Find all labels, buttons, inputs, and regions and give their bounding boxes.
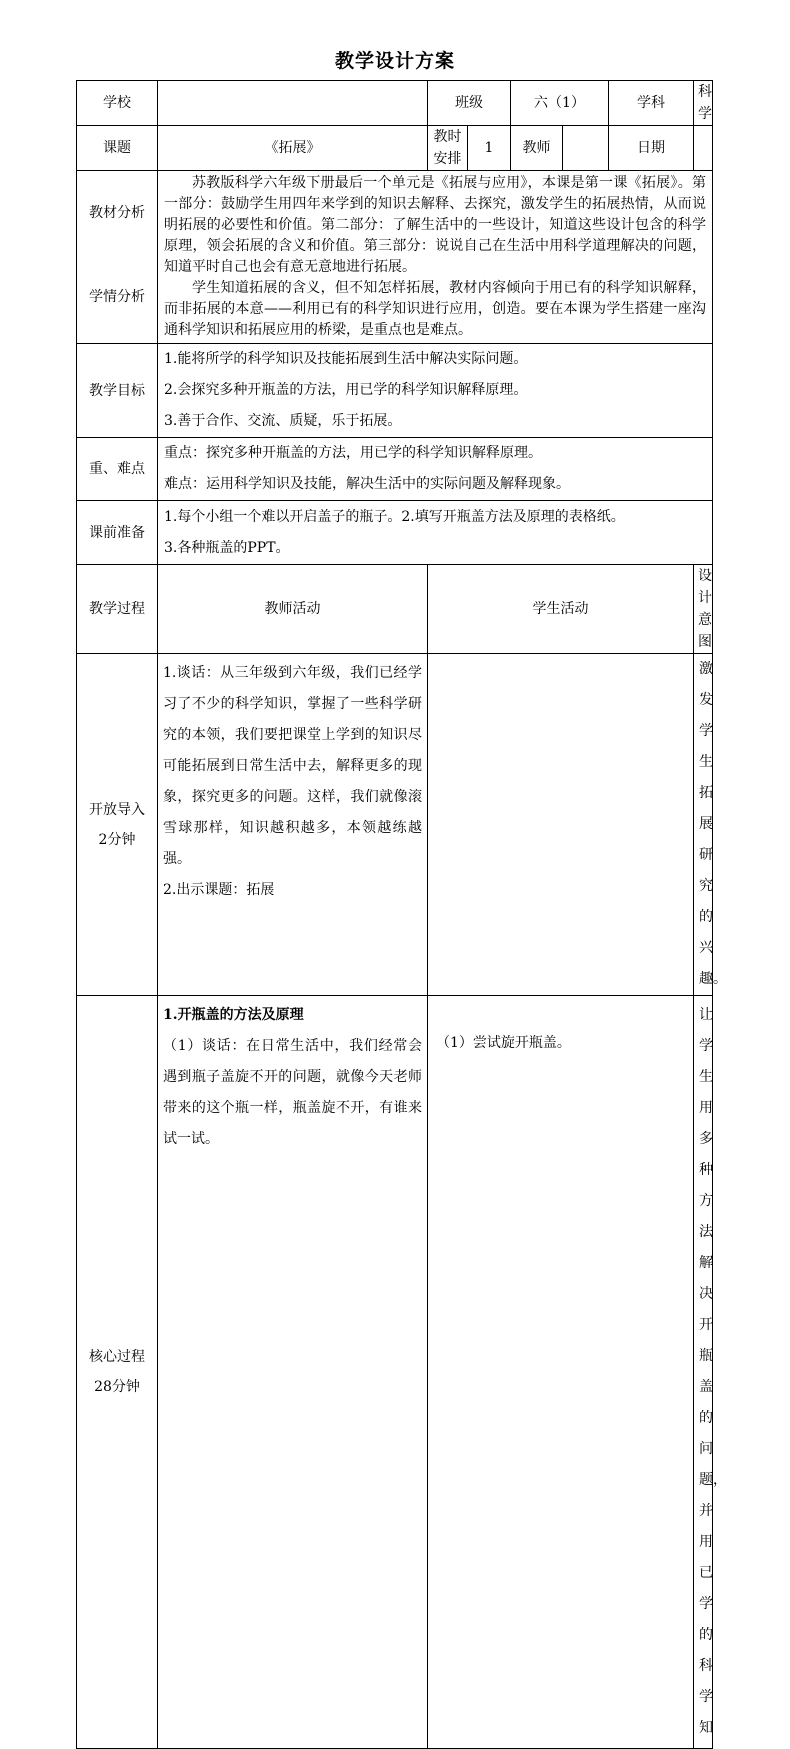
class-label: 班级 <box>428 81 511 126</box>
preparation-content <box>158 501 713 565</box>
subject-label: 学科 <box>609 81 694 126</box>
date-value <box>694 126 713 171</box>
goal-item: 3.善于合作、交流、质疑，乐于拓展。 <box>164 413 402 429</box>
table-row <box>77 654 713 996</box>
key-point-item: 重点：探究多种开瓶盖的方法，用已学的科学知识解释原理。 <box>164 445 542 461</box>
student-analysis-text: 学生知道拓展的含义，但不知怎样拓展，教材内容倾向于用已有的科学知识解释，而非拓展的本意——利用已有的科学知识进行应用，创造。要在本课为学生搭建一座沟通科学知识和拓展应用的桥梁，是重点也是难点。 <box>164 280 706 338</box>
stage-label <box>77 996 158 1749</box>
student-activity: （1）尝试旋开瓶盖。 <box>428 996 694 1749</box>
subject-value: 科学 <box>694 81 713 126</box>
table-row <box>77 996 713 1749</box>
teacher-activity-text: （1）谈话：在日常生活中，我们经常会遇到瓶子盖旋不开的问题，就像今天老师带来的这个瓶一样，瓶盖旋不开，有谁来试一试。 <box>163 1038 422 1147</box>
key-point-item: 难点：运用科学知识及技能，解决生活中的实际问题及解释现象。 <box>164 476 570 492</box>
school-label: 学校 <box>77 81 158 126</box>
topic-value: 《拓展》 <box>158 126 428 171</box>
student-analysis-label: 学情分析 <box>89 289 145 305</box>
stage-time: 28分钟 <box>94 1379 140 1395</box>
teacher-activity-header: 教师活动 <box>158 565 428 654</box>
school-value <box>158 81 428 126</box>
goals-label: 教学目标 <box>77 344 158 438</box>
preparation-item: 3.各种瓶盖的PPT。 <box>164 539 290 556</box>
analysis-labels <box>77 171 158 344</box>
periods-value: 1 <box>468 126 511 171</box>
topic-label: 课题 <box>77 126 158 171</box>
teacher-activity <box>158 654 428 996</box>
teacher-activity-text: 1.谈话：从三年级到六年级，我们已经学习了不少的科学知识，掌握了一些科学研究的本领，我们要把课堂上学到的知识尽可能拓展到日常生活中去，解释更多的现象，探究更多的问题。这样，我们就像滚雪球那样，知识越积越多，本领越练越强。 <box>163 665 422 867</box>
lesson-plan-table <box>76 80 728 1749</box>
student-activity <box>428 654 694 996</box>
stage-label <box>77 654 158 996</box>
class-value: 六（1） <box>511 81 609 126</box>
key-points-content <box>158 438 713 501</box>
design-intent-header: 设计意图 <box>694 565 713 654</box>
textbook-analysis-text: 苏教版科学六年级下册最后一个单元是《拓展与应用》，本课是第一课《拓展》。第一部分：鼓励学生用四年来学到的知识去解释、去探究，激发学生的拓展热情，从而说明拓展的必要性和价值。第二部分：了解生活中的一些设计，知道这些设计包含的科学原理，领会拓展的含义和价值。第三部分：说说自己在生活中用科学道理解决的问题，知道平时自己也会有意无意地进行拓展。 <box>164 175 706 275</box>
date-label: 日期 <box>609 126 694 171</box>
key-points-label: 重、难点 <box>77 438 158 501</box>
stage-name: 核心过程 <box>89 1349 145 1365</box>
process-label: 教学过程 <box>77 565 158 654</box>
page-title: 教学设计方案 <box>334 50 455 72</box>
design-intent: 让学生用多种方法解决开瓶盖的问题，并用已学的科学知 <box>694 996 713 1749</box>
goals-content <box>158 344 713 438</box>
student-activity-header: 学生活动 <box>428 565 694 654</box>
teacher-value <box>563 126 609 171</box>
teacher-activity-heading: 1.开瓶盖的方法及原理 <box>163 1007 304 1023</box>
design-intent: 激发学生拓展研究的兴趣。 <box>694 654 713 996</box>
periods-label: 教时安排 <box>428 126 468 171</box>
preparation-item: 1.每个小组一个难以开启盖子的瓶子。2.填写开瓶盖方法及原理的表格纸。 <box>164 508 625 525</box>
goal-item: 2.会探究多种开瓶盖的方法，用已学的科学知识解释原理。 <box>164 382 528 398</box>
teacher-label: 教师 <box>511 126 563 171</box>
stage-name: 开放导入 <box>89 801 145 818</box>
goal-item: 1.能将所学的科学知识及技能拓展到生活中解决实际问题。 <box>164 351 528 367</box>
textbook-analysis-label: 教材分析 <box>89 205 145 221</box>
teacher-activity <box>158 996 428 1749</box>
teacher-activity-text: 2.出示课题：拓展 <box>163 882 275 898</box>
preparation-label: 课前准备 <box>77 501 158 565</box>
analysis-content <box>158 171 713 344</box>
stage-time: 2分钟 <box>98 831 136 848</box>
